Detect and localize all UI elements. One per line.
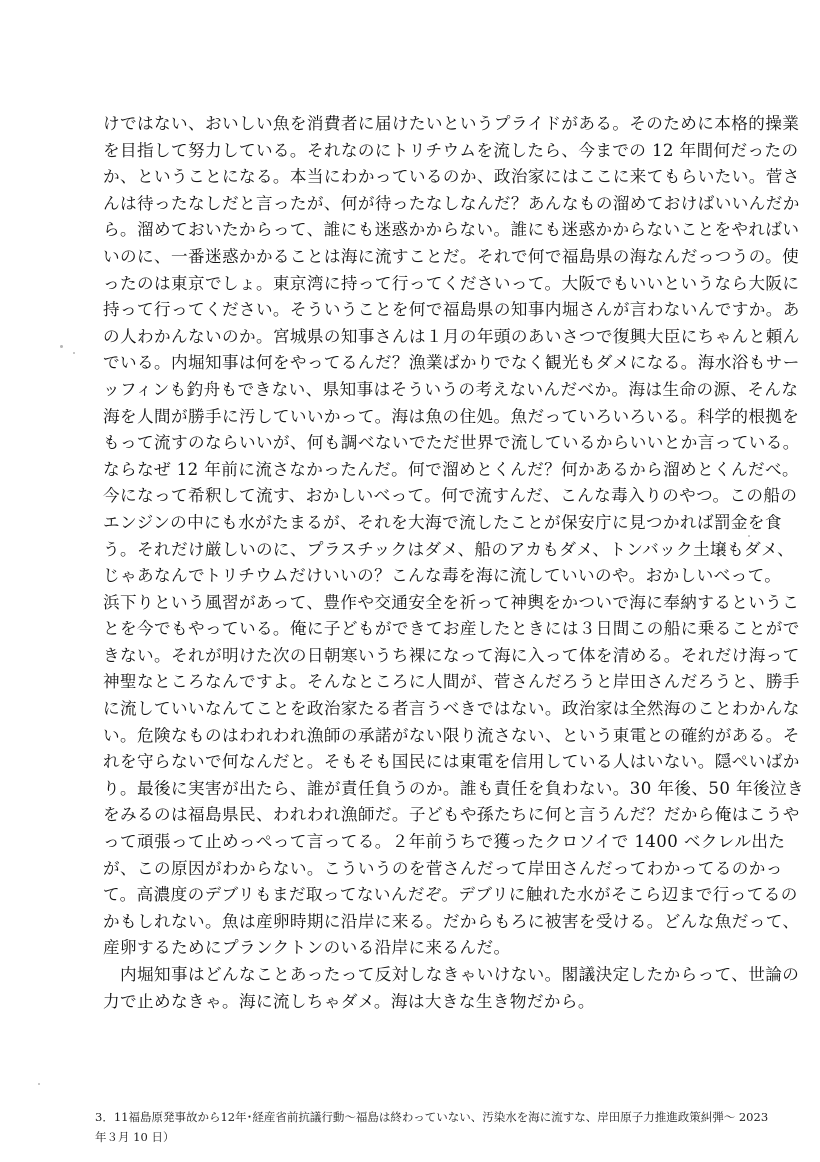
text-line: い。危険なものはわれわれ漁師の承諾がない限り流さない、という東電との確約がある。そ xyxy=(103,725,800,745)
text-line: 神聖なところなんですよ。そんなところに人間が、菅さんだろうと岸田さんだろうと、勝手 xyxy=(103,672,800,692)
text-line: か、ということになる。本当にわかっているのか、政治家にはここに来てもらいたい。菅さ xyxy=(103,167,800,187)
text-line: う。それだけ厳しいのに、プラスチックはダメ、船のアカもダメ、トンバック土壌もダメ、 xyxy=(103,539,795,559)
text-line: て。高濃度のデブリもまだ取ってないんだぞ。デブリに触れた水がそこら辺まで行ってるの xyxy=(103,885,798,905)
text-line: が、この原因がわからない。こういうのを菅さんだって岸田さんだってわかってるのかっ xyxy=(103,858,783,878)
text-line: ッフィンも釣舟もできない、県知事はそういうの考えないんだべか。海は生命の源、そんな xyxy=(103,379,799,399)
text-line: とを今でもやっている。俺に子どもができてお産したときには３日間この船に乗ることがで xyxy=(103,619,800,639)
scan-speck xyxy=(60,345,63,348)
text-line: 内堀知事はどんなことあったって反対しなきゃいけない。閣議決定したからって、世論の xyxy=(120,965,800,984)
text-line: り。最後に実害が出たら、誰が責任負うのか。誰も責任を負わない。30 年後、50 年後泣き xyxy=(103,778,804,798)
text-line: れを守らないで何なんだと。そもそも国民には東電を信用している人はいない。隠ぺいばか xyxy=(103,752,800,772)
text-line: 浜下りという風習があって、豊作や交通安全を祈って神輿をかついで海に奉納するというこ xyxy=(103,592,800,612)
footnote-line: 3．11福島原発事故から12年･経産省前抗議行動～福島は終わっていない、汚染水を海に流すな、岸田原子力推進政策糾弾～ 2023 xyxy=(95,1110,769,1124)
text-line: をみるのは福島県民、われわれ漁師だ。子どもや孫たちに何と言うんだ？だから俺はこうや xyxy=(103,805,800,825)
text-line: んは待ったなしだと言ったが、何が待ったなしなんだ？あんなもの溜めておけばいいんだか xyxy=(103,193,800,213)
text-line: いのに、一番迷惑かかることは海に流すことだ。それで何で福島県の海なんだっつうの。使 xyxy=(103,246,800,266)
text-line: 持って行ってください。そういうことを何で福島県の知事内堀さんが言わないんですか。あ xyxy=(103,300,800,320)
text-line: を目指して努力している。それなのにトリチウムを流したら、今までの 12 年間何だったの xyxy=(103,140,799,160)
text-line: でいる。内堀知事は何をやってるんだ？漁業ばかりでなく観光もダメになる。海水浴もサー xyxy=(103,353,800,373)
text-line: かもしれない。魚は産卵時期に沿岸に来る。だからもろに被害を受ける。どんな魚だって、 xyxy=(103,911,800,931)
text-line: もって流すのならいいが、何も調べないでただ世界で流しているからいいとか言っている。 xyxy=(103,433,800,453)
text-line: エンジンの中にも水がたまるが、それを大海で流したことが保安庁に見つかれば罰金を食 xyxy=(103,512,782,532)
text-line: の人わかんないのか。宮城県の知事さんは１月の年頭のあいさつで復興大臣にちゃんと頼ん xyxy=(103,326,800,346)
footnote-line: 年３月 10 日） xyxy=(95,1130,175,1144)
text-line: けではない、おいしい魚を消費者に届けたいというプライドがある。そのために本格的操業 xyxy=(103,114,800,133)
text-line: に流していいなんてことを政治家たる者言うべきではない。政治家は全然海のことわかんな xyxy=(103,699,800,719)
text-line: じゃあなんでトリチウムだけいいの？こんな毒を海に流していいのや。おかしいべって。 xyxy=(103,566,782,586)
scan-speck xyxy=(38,1083,40,1085)
footnote xyxy=(95,1107,769,1147)
scan-speck xyxy=(73,352,75,354)
text-line: ならなぜ 12 年前に流さなかったんだ。何で溜めとくんだ？何かあるから溜めとくんだべ。 xyxy=(103,459,800,479)
text-line: って頑張って止めっぺって言ってる。２年前うちで獲ったクロソイで 1400 ベクレル出た xyxy=(103,832,786,852)
text-line: 海を人間が勝手に汚していいかって。海は魚の住処。魚だっていろいろいる。科学的根拠を xyxy=(103,406,800,426)
text-line: 今になって希釈して流す、おかしいべって。何で流すんだ、こんな毒入りのやつ。この船の xyxy=(103,486,798,506)
text-line: 力で止めなきゃ。海に流しちゃダメ。海は大きな生き物だから。 xyxy=(103,991,595,1011)
text-line: 産卵するためにプランクトンのいる沿岸に来るんだ。 xyxy=(103,938,511,958)
text-line: ら。溜めておいたからって、誰にも迷惑かからない。誰にも迷惑かからないことをやればい xyxy=(103,220,800,240)
text-line: きない。それが明けた次の日朝寒いうち裸になって海に入って体を清める。それだけ海って xyxy=(103,645,800,665)
scan-speck xyxy=(748,535,750,537)
text-line: ったのは東京でしょ。東京湾に持って行ってくださいって。大阪でもいいというなら大阪に xyxy=(103,273,800,293)
body-text xyxy=(103,111,804,1015)
